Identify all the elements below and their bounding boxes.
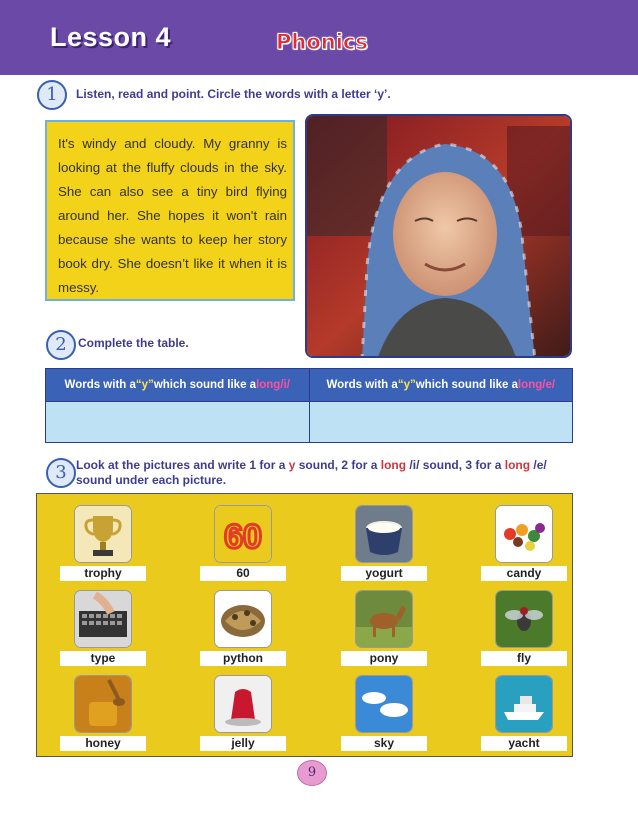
yogurt-icon xyxy=(355,505,413,563)
yacht-icon xyxy=(495,675,553,733)
picture-label[interactable]: honey xyxy=(60,736,146,751)
picture-label[interactable]: yogurt xyxy=(341,566,427,581)
sky-icon xyxy=(355,675,413,733)
activity-3-number: 3 xyxy=(46,458,76,488)
table-cell-long-i-answer[interactable] xyxy=(46,402,310,442)
picture-label[interactable]: pony xyxy=(341,651,427,666)
pony-icon xyxy=(355,590,413,648)
jelly-icon xyxy=(214,675,272,733)
activity-3-instruction: Look at the pictures and write 1 for a y sound, 2 for a long /i/ sound, 3 for a long /e/ sound under each picture. xyxy=(76,458,547,487)
picture-item-yogurt xyxy=(341,505,427,581)
picture-label[interactable]: fly xyxy=(481,651,567,666)
sound-table xyxy=(45,368,573,443)
picture-item-fly xyxy=(481,590,567,666)
reading-passage: It's windy and cloudy. My granny is looking at the fluffy clouds in the sky. She can also see a tiny bird flying around her. She hopes it won't rain because she wants to keep her story book dry. She doesn’t like it when it is messy. xyxy=(45,120,295,301)
table-header-long-e: Words with a “y” which sound like a long /e/ xyxy=(326,379,556,391)
section-title: Phonics xyxy=(276,30,368,54)
trophy-icon xyxy=(74,505,132,563)
picture-label[interactable]: jelly xyxy=(200,736,286,751)
picture-item-60 xyxy=(200,505,286,581)
picture-grid xyxy=(36,493,573,757)
activity-2-instruction: Complete the table. xyxy=(78,336,189,350)
picture-item-sky xyxy=(341,675,427,751)
picture-item-jelly xyxy=(200,675,286,751)
picture-item-honey xyxy=(60,675,146,751)
picture-label[interactable]: sky xyxy=(341,736,427,751)
activity-1-number: 1 xyxy=(37,80,67,110)
picture-item-python xyxy=(200,590,286,666)
header-bar xyxy=(0,0,638,75)
activity-1-instruction: Listen, read and point. Circle the words with a letter ‘y’. xyxy=(76,87,391,101)
picture-item-pony xyxy=(341,590,427,666)
picture-label[interactable]: type xyxy=(60,651,146,666)
lesson-title: Lesson 4 xyxy=(50,22,172,52)
honey-icon xyxy=(74,675,132,733)
fly-icon xyxy=(495,590,553,648)
picture-label[interactable]: trophy xyxy=(60,566,146,581)
page-number: 9 xyxy=(297,760,327,786)
picture-label[interactable]: candy xyxy=(481,566,567,581)
python-icon xyxy=(214,590,272,648)
picture-label[interactable]: yacht xyxy=(481,736,567,751)
candy-icon xyxy=(495,505,553,563)
picture-item-yacht xyxy=(481,675,567,751)
activity-2-number: 2 xyxy=(46,330,76,360)
picture-label[interactable]: 60 xyxy=(200,566,286,581)
picture-item-trophy xyxy=(60,505,146,581)
granny-photo xyxy=(305,114,572,358)
picture-item-type xyxy=(60,590,146,666)
picture-label[interactable]: python xyxy=(200,651,286,666)
table-cell-long-e-answer[interactable] xyxy=(310,402,573,442)
keyboard-icon xyxy=(74,590,132,648)
table-header-long-i: Words with a “y” which sound like a long /i/ xyxy=(46,369,310,401)
svg-text:60: 60 xyxy=(224,518,262,556)
picture-item-candy xyxy=(481,505,567,581)
sixty-icon xyxy=(214,505,272,563)
